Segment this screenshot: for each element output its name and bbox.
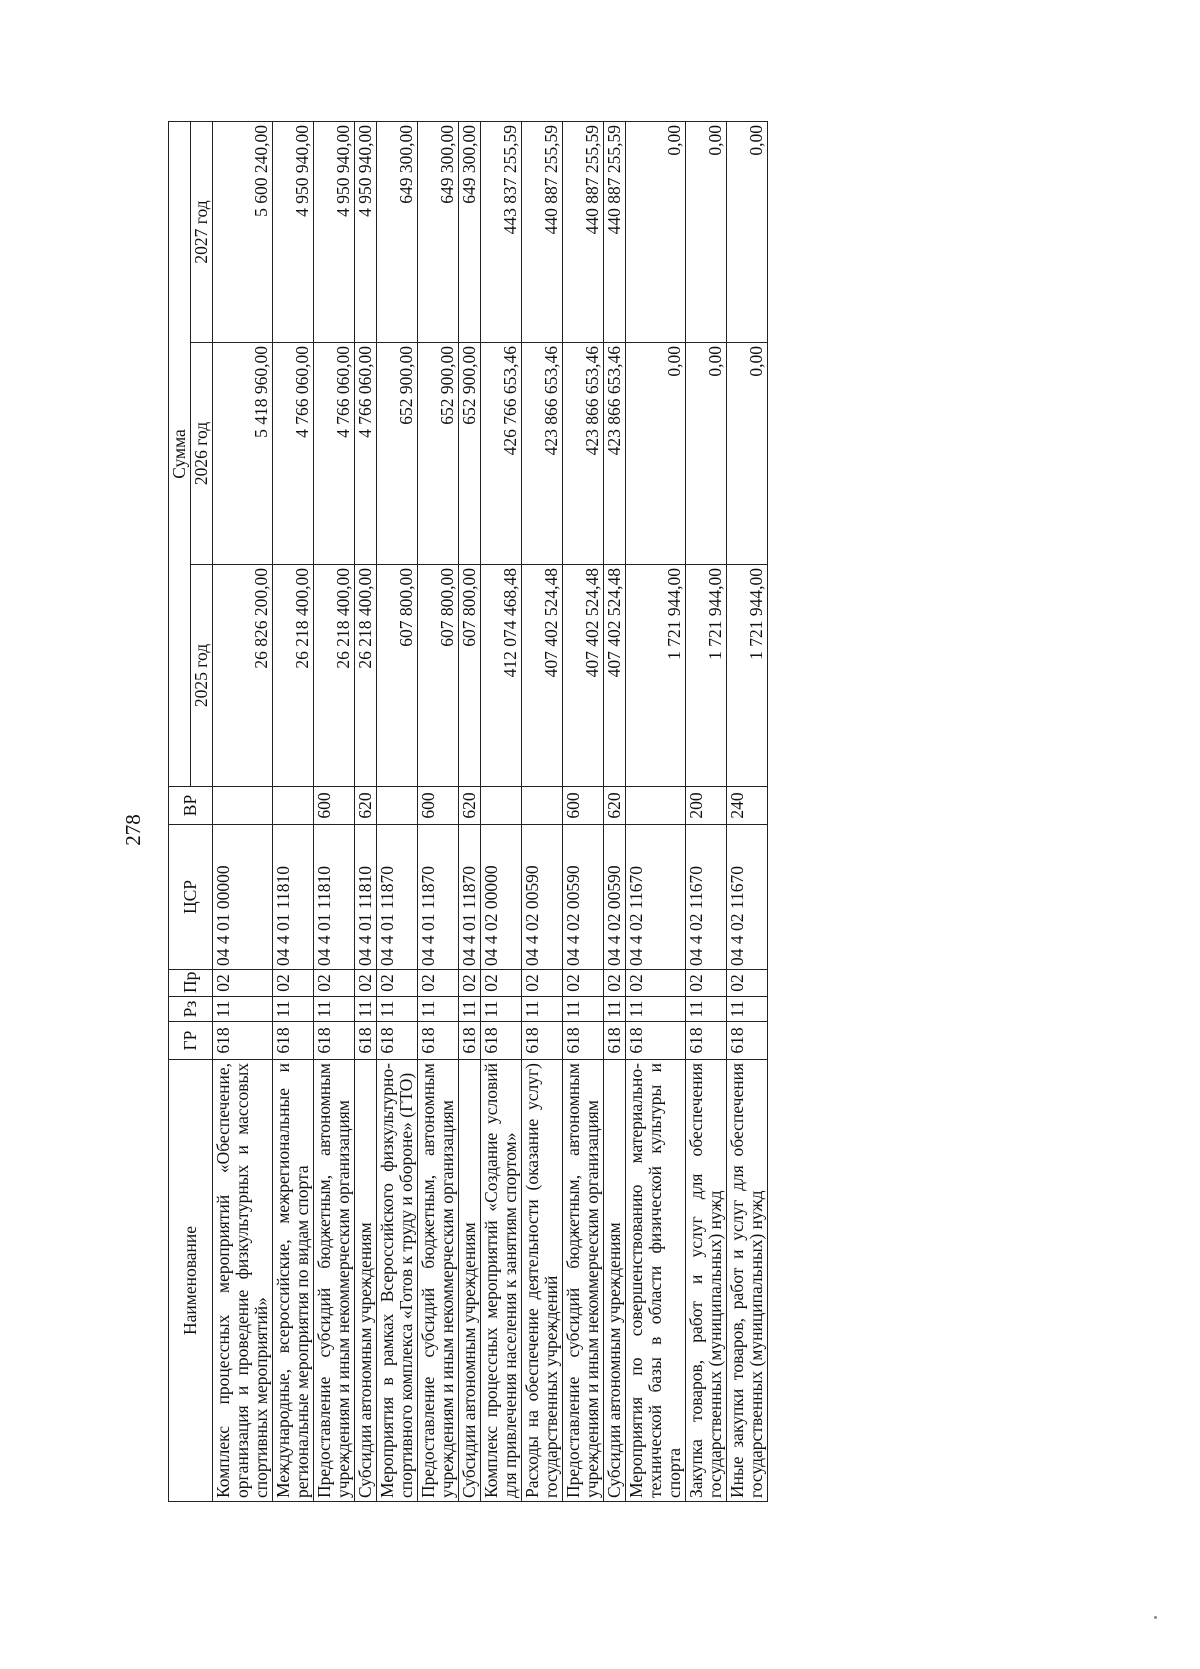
cell-vr bbox=[481, 787, 522, 825]
cell-2026: 652 900,00 bbox=[377, 343, 418, 565]
table-row bbox=[522, 121, 563, 1501]
cell-2026: 4 766 060,00 bbox=[273, 343, 314, 565]
cell-name: Субсидии автономным учреждениям bbox=[604, 1060, 626, 1502]
cell-2026: 423 866 653,46 bbox=[563, 343, 604, 565]
scan-speck bbox=[1154, 1616, 1157, 1619]
cell-gr: 618 bbox=[314, 1022, 355, 1060]
cell-gr: 618 bbox=[273, 1022, 314, 1060]
header-name: Наименование bbox=[169, 1060, 213, 1502]
header-year-2027: 2027 год bbox=[191, 121, 213, 342]
cell-rz: 11 bbox=[626, 997, 686, 1022]
table-row bbox=[213, 121, 273, 1501]
cell-rz: 11 bbox=[273, 997, 314, 1022]
header-rz: Рз bbox=[169, 997, 213, 1022]
table-row bbox=[377, 121, 418, 1501]
cell-rz: 11 bbox=[355, 997, 377, 1022]
cell-2026: 5 418 960,00 bbox=[213, 343, 273, 565]
cell-2025: 607 800,00 bbox=[418, 565, 459, 787]
cell-vr: 620 bbox=[355, 787, 377, 825]
cell-rz: 11 bbox=[314, 997, 355, 1022]
cell-2027: 5 600 240,00 bbox=[213, 121, 273, 342]
cell-name: Мероприятия в рамках Всероссийского физкультурно-спортивного комплекса «Готов к труду и обороне» (ГТО) bbox=[377, 1060, 418, 1502]
cell-gr: 618 bbox=[213, 1022, 273, 1060]
cell-name: Закупка товаров, работ и услуг для обеспечения государственных (муниципальных) нужд bbox=[686, 1060, 727, 1502]
table-body bbox=[213, 121, 768, 1501]
cell-rz: 11 bbox=[481, 997, 522, 1022]
budget-table bbox=[168, 121, 768, 1502]
cell-2025: 26 218 400,00 bbox=[273, 565, 314, 787]
cell-pr: 02 bbox=[418, 970, 459, 997]
document-table-rotated bbox=[168, 122, 968, 1502]
cell-vr: 600 bbox=[314, 787, 355, 825]
cell-2027: 440 887 255,59 bbox=[522, 121, 563, 342]
cell-rz: 11 bbox=[459, 997, 481, 1022]
cell-gr: 618 bbox=[604, 1022, 626, 1060]
cell-name: Предоставление субсидий бюджетным, автономным учреждениям и иным некоммерческим организациям bbox=[418, 1060, 459, 1502]
cell-vr: 600 bbox=[418, 787, 459, 825]
cell-vr bbox=[522, 787, 563, 825]
cell-csr: 04 4 01 11870 bbox=[418, 825, 459, 970]
cell-pr: 02 bbox=[563, 970, 604, 997]
cell-pr: 02 bbox=[314, 970, 355, 997]
cell-2026: 423 866 653,46 bbox=[604, 343, 626, 565]
cell-2025: 26 218 400,00 bbox=[314, 565, 355, 787]
header-pr: Пр bbox=[169, 970, 213, 997]
table-row bbox=[563, 121, 604, 1501]
cell-pr: 02 bbox=[626, 970, 686, 997]
cell-rz: 11 bbox=[522, 997, 563, 1022]
cell-name: Субсидии автономным учреждениям bbox=[355, 1060, 377, 1502]
cell-csr: 04 4 02 00000 bbox=[481, 825, 522, 970]
table-row bbox=[626, 121, 686, 1501]
cell-rz: 11 bbox=[686, 997, 727, 1022]
cell-csr: 04 4 01 11810 bbox=[355, 825, 377, 970]
cell-gr: 618 bbox=[377, 1022, 418, 1060]
cell-gr: 618 bbox=[626, 1022, 686, 1060]
cell-2025: 607 800,00 bbox=[377, 565, 418, 787]
cell-name: Иные закупки товаров, работ и услуг для обеспечения государственных (муниципальных) нужд bbox=[727, 1060, 768, 1502]
cell-2025: 26 826 200,00 bbox=[213, 565, 273, 787]
cell-2026: 423 866 653,46 bbox=[522, 343, 563, 565]
cell-rz: 11 bbox=[727, 997, 768, 1022]
cell-2026: 4 766 060,00 bbox=[314, 343, 355, 565]
cell-name: Комплекс процессных мероприятий «Обеспечение, организация и проведение физкультурных и массовых спортивных мероприятий» bbox=[213, 1060, 273, 1502]
cell-2027: 4 950 940,00 bbox=[273, 121, 314, 342]
cell-pr: 02 bbox=[273, 970, 314, 997]
cell-gr: 618 bbox=[355, 1022, 377, 1060]
cell-rz: 11 bbox=[604, 997, 626, 1022]
cell-gr: 618 bbox=[459, 1022, 481, 1060]
cell-2025: 412 074 468,48 bbox=[481, 565, 522, 787]
cell-csr: 04 4 01 11810 bbox=[314, 825, 355, 970]
cell-csr: 04 4 01 00000 bbox=[213, 825, 273, 970]
cell-2027: 4 950 940,00 bbox=[314, 121, 355, 342]
table-row bbox=[604, 121, 626, 1501]
cell-2027: 0,00 bbox=[727, 121, 768, 342]
cell-csr: 04 4 02 00590 bbox=[522, 825, 563, 970]
cell-rz: 11 bbox=[377, 997, 418, 1022]
cell-vr: 240 bbox=[727, 787, 768, 825]
cell-2025: 1 721 944,00 bbox=[686, 565, 727, 787]
cell-2026: 4 766 060,00 bbox=[355, 343, 377, 565]
cell-gr: 618 bbox=[563, 1022, 604, 1060]
cell-name: Предоставление субсидий бюджетным, автономным учреждениям и иным некоммерческим организациям bbox=[314, 1060, 355, 1502]
header-vr: ВР bbox=[169, 787, 213, 825]
cell-2025: 407 402 524,48 bbox=[522, 565, 563, 787]
cell-gr: 618 bbox=[418, 1022, 459, 1060]
table-row bbox=[418, 121, 459, 1501]
cell-name: Расходы на обеспечение деятельности (оказание услуг) государственных учреждений bbox=[522, 1060, 563, 1502]
cell-pr: 02 bbox=[481, 970, 522, 997]
cell-gr: 618 bbox=[481, 1022, 522, 1060]
cell-vr bbox=[213, 787, 273, 825]
cell-pr: 02 bbox=[213, 970, 273, 997]
cell-csr: 04 4 02 00590 bbox=[604, 825, 626, 970]
cell-gr: 618 bbox=[686, 1022, 727, 1060]
cell-name: Мероприятия по совершенствованию материально-технической базы в области физической культуры и спорта bbox=[626, 1060, 686, 1502]
header-csr: ЦСР bbox=[169, 825, 213, 970]
cell-2027: 649 300,00 bbox=[377, 121, 418, 342]
cell-gr: 618 bbox=[522, 1022, 563, 1060]
table-row bbox=[273, 121, 314, 1501]
cell-csr: 04 4 01 11870 bbox=[377, 825, 418, 970]
page-number: 278 bbox=[121, 814, 145, 846]
cell-2027: 440 887 255,59 bbox=[563, 121, 604, 342]
cell-2027: 443 837 255,59 bbox=[481, 121, 522, 342]
table-row bbox=[459, 121, 481, 1501]
cell-pr: 02 bbox=[377, 970, 418, 997]
cell-2027: 0,00 bbox=[686, 121, 727, 342]
cell-2025: 407 402 524,48 bbox=[604, 565, 626, 787]
cell-2026: 0,00 bbox=[727, 343, 768, 565]
cell-2027: 440 887 255,59 bbox=[604, 121, 626, 342]
cell-csr: 04 4 02 11670 bbox=[686, 825, 727, 970]
cell-2027: 649 300,00 bbox=[418, 121, 459, 342]
cell-csr: 04 4 01 11810 bbox=[273, 825, 314, 970]
header-gr: ГР bbox=[169, 1022, 213, 1060]
cell-pr: 02 bbox=[686, 970, 727, 997]
cell-name: Международные, всероссийские, межрегиональные и региональные мероприятия по видам спорта bbox=[273, 1060, 314, 1502]
cell-2026: 0,00 bbox=[686, 343, 727, 565]
cell-pr: 02 bbox=[355, 970, 377, 997]
cell-2025: 607 800,00 bbox=[459, 565, 481, 787]
cell-rz: 11 bbox=[418, 997, 459, 1022]
cell-2027: 649 300,00 bbox=[459, 121, 481, 342]
cell-csr: 04 4 02 00590 bbox=[563, 825, 604, 970]
cell-2026: 0,00 bbox=[626, 343, 686, 565]
cell-2026: 426 766 653,46 bbox=[481, 343, 522, 565]
cell-csr: 04 4 02 11670 bbox=[626, 825, 686, 970]
header-year-2025: 2025 год bbox=[191, 565, 213, 787]
cell-pr: 02 bbox=[522, 970, 563, 997]
cell-2026: 652 900,00 bbox=[418, 343, 459, 565]
header-sum: Сумма bbox=[169, 121, 191, 786]
cell-pr: 02 bbox=[459, 970, 481, 997]
cell-2025: 407 402 524,48 bbox=[563, 565, 604, 787]
cell-rz: 11 bbox=[213, 997, 273, 1022]
cell-2027: 0,00 bbox=[626, 121, 686, 342]
table-row bbox=[481, 121, 522, 1501]
cell-name: Комплекс процессных мероприятий «Создание условий для привлечения населения к занятиям спортом» bbox=[481, 1060, 522, 1502]
cell-vr: 600 bbox=[563, 787, 604, 825]
table-row bbox=[355, 121, 377, 1501]
cell-2026: 652 900,00 bbox=[459, 343, 481, 565]
cell-vr: 200 bbox=[686, 787, 727, 825]
cell-csr: 04 4 01 11870 bbox=[459, 825, 481, 970]
table-row bbox=[727, 121, 768, 1501]
cell-vr bbox=[377, 787, 418, 825]
cell-pr: 02 bbox=[727, 970, 768, 997]
cell-pr: 02 bbox=[604, 970, 626, 997]
table-row bbox=[686, 121, 727, 1501]
cell-vr bbox=[626, 787, 686, 825]
cell-2025: 1 721 944,00 bbox=[626, 565, 686, 787]
header-year-2026: 2026 год bbox=[191, 343, 213, 565]
cell-name: Субсидии автономным учреждениям bbox=[459, 1060, 481, 1502]
header-row-1 bbox=[169, 121, 191, 1501]
cell-name: Предоставление субсидий бюджетным, автономным учреждениям и иным некоммерческим организациям bbox=[563, 1060, 604, 1502]
cell-rz: 11 bbox=[563, 997, 604, 1022]
table-row bbox=[314, 121, 355, 1501]
cell-vr: 620 bbox=[604, 787, 626, 825]
cell-2027: 4 950 940,00 bbox=[355, 121, 377, 342]
cell-gr: 618 bbox=[727, 1022, 768, 1060]
cell-vr bbox=[273, 787, 314, 825]
cell-2025: 26 218 400,00 bbox=[355, 565, 377, 787]
cell-2025: 1 721 944,00 bbox=[727, 565, 768, 787]
cell-vr: 620 bbox=[459, 787, 481, 825]
cell-csr: 04 4 02 11670 bbox=[727, 825, 768, 970]
